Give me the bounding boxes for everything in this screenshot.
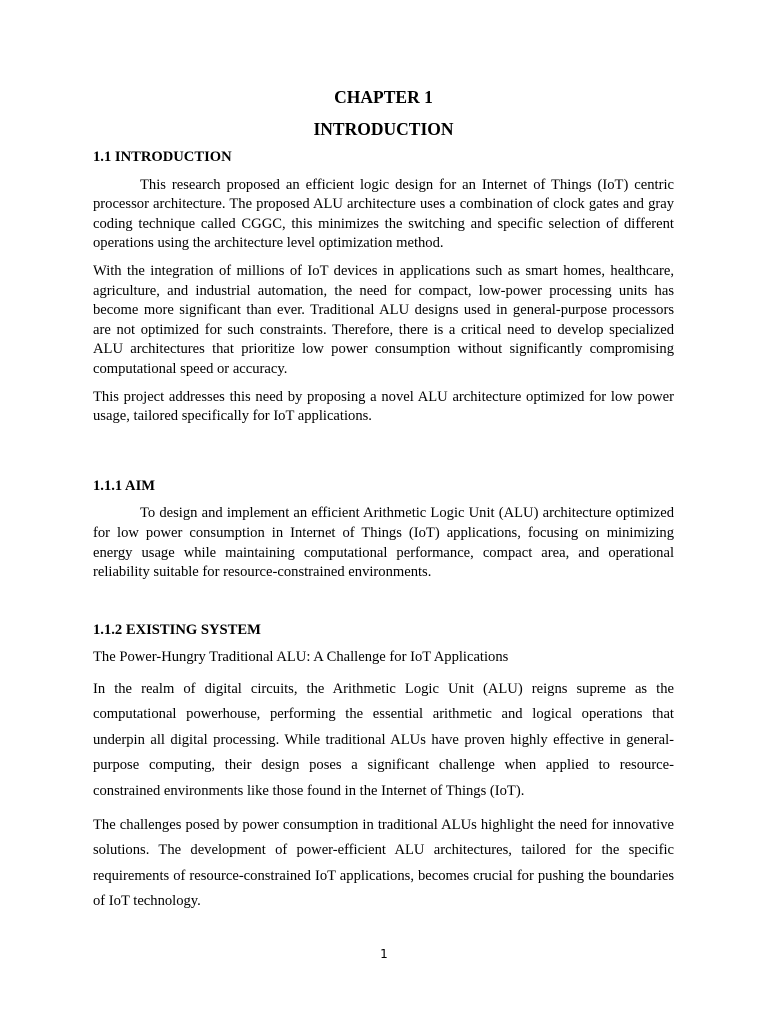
section-heading-existing-system: 1.1.2 EXISTING SYSTEM — [93, 621, 261, 638]
section-heading-introduction: 1.1 INTRODUCTION — [93, 149, 232, 165]
existing-system-paragraph: In the realm of digital circuits, the Arithmetic Logic Unit (ALU) reigns supreme as the computational powerhouse, performing the essential arithmetic and logical operations that underpin all digital processing. While traditional ALUs have proven highly effective in general-purpose computing, their design poses a significant challenge when applied to resource-constrained environments like those found in the Internet of Things (IoT). — [93, 680, 674, 799]
intro-paragraph: This project addresses this need by proposing a novel ALU architecture optimized for low power usage, tailored specifically for IoT applications. — [93, 388, 674, 425]
chapter-subtitle: INTRODUCTION — [313, 119, 454, 139]
section-heading-aim: 1.1.1 AIM — [93, 477, 156, 494]
existing-system-paragraph: The challenges posed by power consumption in traditional ALUs highlight the need for innovative solutions. The development of power-efficient ALU architectures, tailored for the specific requirements of resource-constrained IoT applications, becomes crucial for pushing the boundaries of IoT technology. — [93, 816, 674, 910]
intro-paragraph: This research proposed an efficient logic design for an Internet of Things (IoT) centric processor architecture. The proposed ALU architecture uses a combination of clock gates and gray coding technique called CGGC, this minimizes the switching and specific selection of different operations using the architecture level optimization method. — [93, 176, 674, 252]
aim-paragraph: To design and implement an efficient Arithmetic Logic Unit (ALU) architecture optimized for low power consumption in Internet of Things (IoT) applications, focusing on minimizing energy usage while maintaining computational performance, compact area, and operational reliability suitable for resource-constrained environments. — [93, 505, 674, 581]
existing-system-subtitle: The Power-Hungry Traditional ALU: A Challenge for IoT Applications — [93, 649, 509, 666]
spacer — [93, 435, 674, 477]
document-page — [93, 86, 674, 924]
chapter-title: CHAPTER 1 — [334, 87, 433, 107]
spacer — [93, 591, 674, 621]
page-number: 1 — [380, 947, 388, 961]
intro-paragraph: With the integration of millions of IoT devices in applications such as smart homes, healthcare, agriculture, and industrial automation, the need for compact, low-power processing units has become more significant than ever. Traditional ALU designs used in general-purpose processors are not optimized for such constraints. Therefore, there is a critical need to develop specialized ALU architectures that prioritize low power consumption without significantly compromising computational speed or accuracy. — [93, 262, 674, 377]
